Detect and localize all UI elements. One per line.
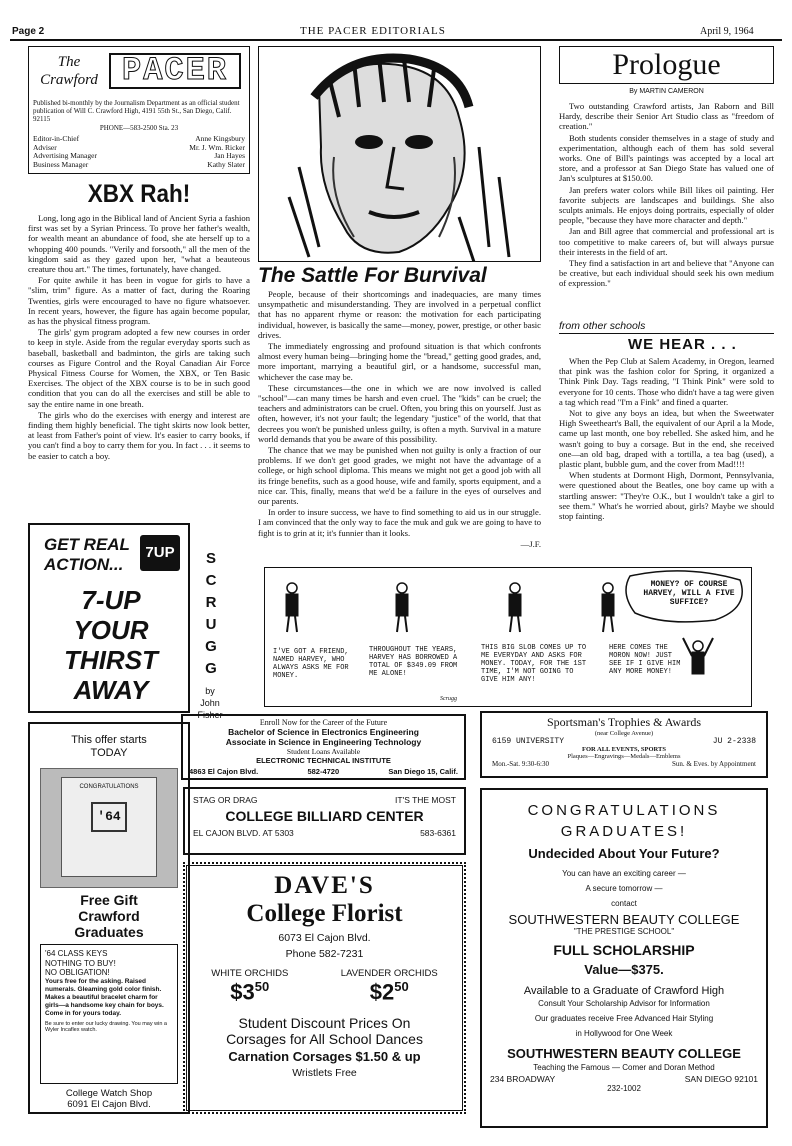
beauty-hollywood: in Hollywood for One Week (575, 1029, 673, 1038)
florist-s4: Wristlets Free (292, 1067, 357, 1080)
watch-free1: Free Gift (80, 892, 138, 908)
scrugg-letter: G (205, 660, 217, 677)
beauty-phone: 232-1002 (607, 1084, 641, 1093)
7up-ad (28, 523, 190, 713)
beauty-contact: contact (611, 899, 637, 908)
issue-date: April 9, 1964 (700, 26, 754, 37)
prologue-headline: Prologue (612, 48, 721, 81)
florist-title2: College Florist (246, 900, 403, 927)
beauty-value: Value—$375. (584, 962, 664, 977)
paragraph: For quite awhile it has been in vogue for girls to have a "slim, trim" figure. As a matter of fact, during the Roaring Twenties, girls were encouraged to have no figure whatsoever. In recent years, however, the figure has again become popular, as has the physical fitness program. (28, 275, 250, 327)
comic-balloon: MONEY? OF COURSE HARVEY, WILL A FIVE SUFFICE? (643, 580, 735, 607)
trophies-ad (480, 711, 768, 778)
trophies-hours (482, 760, 766, 768)
lavender-cents: 50 (394, 979, 409, 994)
comic-panel-3: THIS BIG SLOB COMES UP TO ME EVERYDAY AND ASKS FOR MONEY. TODAY, FOR THE 1ST TIME, I'M NOT GOING TO GIVE HIM ANY! (481, 644, 587, 684)
beauty-college-ad (480, 788, 768, 1128)
7up-logo: 7UP (140, 535, 180, 571)
comic-panel-1: I'VE GOT A FRIEND, NAMED HARVEY, WHO ALWAYS ASKS ME FOR MONEY. (273, 648, 349, 680)
florist-s1: Student Discount Prices On (238, 1015, 411, 1032)
staff-row: Business Manager Kathy Slater (33, 159, 245, 169)
scrugg-title (196, 548, 226, 680)
wehear-article (559, 356, 774, 522)
eti-l3: Associate in Science in Engineering Technology (225, 737, 422, 747)
masthead (28, 46, 250, 174)
7up-l2: ACTION... (44, 555, 124, 574)
watch-keys: '64 CLASS KEYS (45, 949, 108, 958)
trophies-sunday: Sun. & Eves. by Appointment (672, 760, 756, 768)
beauty-question: Undecided About Your Future? (528, 846, 720, 861)
billiard-phone: 583-6361 (420, 828, 456, 838)
florist-s3: Carnation Corsages $1.50 & up (228, 1049, 421, 1065)
7up-line1 (44, 535, 130, 575)
paragraph: Two outstanding Crawford artists, Jan Raborn and Bill Hardy, describe their Senior Art Studio class as "freedom of creation." (559, 101, 774, 132)
beauty-full: FULL SCHOLARSHIP (553, 942, 695, 958)
staff-list (33, 135, 245, 169)
paragraph: People, because of their shortcomings and inadequacies, are many times unsympathetic and misunderstanding. They are involved in a perpetual conflict that has no apparent rhyme or reason: the motivation for each participating individual, however, is basically the same—money, power, prestige, or other basic drives. (258, 289, 541, 340)
calendar-keychain-image (40, 768, 178, 888)
paragraph: Jan and Bill agree that commercial and professional art is too competitive to make careers of, but will always pursue their interests in the field of art. (559, 226, 774, 257)
beauty-teach: Teaching the Famous — Comer and Doran Method (533, 1063, 715, 1072)
wehear-headline: WE HEAR . . . (628, 336, 737, 353)
prologue-box (559, 46, 774, 84)
beauty-footer (482, 1072, 766, 1084)
key-tag: '64 (91, 802, 127, 832)
beauty-c1: CONGRATULATIONS (527, 802, 721, 819)
billiard-bottom (185, 824, 464, 838)
comic-signature: Scrugg (440, 696, 457, 702)
beauty-a1: You can have an exciting career — (562, 869, 686, 878)
paragraph: Both students consider themselves in a stage of study and experimentation, although each of them has sold several works. One of Bill's paintings was accepted by a local art store, and a professor at San Diego State has valued one of Jan's sculptures at $150.00. (559, 132, 774, 184)
paragraph: When the Pep Club at Salem Academy, in Oregon, learned that pink was the fashion color for Spring, it organized a Think Pink Day. Tags reading, "I Think Pink" were sold to everyone for 10 cents. Those who didn't have a tag were given a tag which read "I'm a Fink" and fined a quarter. (559, 356, 774, 407)
watch-details-box (40, 944, 178, 1084)
masthead-phone: PHONE—583-2500 Sta. 23 (99, 124, 179, 132)
comic-panel-2: THROUGHOUT THE YEARS, HARVEY HAS BORROWED A TOTAL OF $349.09 FROM ME ALONE! (369, 646, 458, 678)
7up-slogan (36, 585, 186, 705)
wehear-kicker: from other schools (559, 320, 646, 332)
beauty-consult: Consult Your Scholarship Advisor for Information (538, 999, 710, 1008)
white-cents: 50 (254, 979, 270, 994)
eti-l4: Student Loans Available (286, 747, 361, 756)
eti-address: 4863 El Cajon Blvd. (189, 767, 259, 776)
watch-offer-l1: This offer starts (71, 734, 147, 746)
beauty-city: SAN DIEGO 92101 (684, 1074, 758, 1084)
florist-s2: Corsages for All School Dances (226, 1031, 423, 1048)
billiard-top (185, 789, 464, 805)
eti-phone: 582-4720 (307, 767, 340, 776)
watch-noob: NO OBLIGATION! (45, 968, 110, 977)
trophies-contact (482, 737, 766, 746)
masthead-the: The (57, 54, 81, 70)
beauty-grads: Our graduates receive Free Advanced Hair Styling (534, 1014, 714, 1023)
florist-phone: Phone 582-7231 (285, 948, 364, 960)
white-price: $3 (230, 979, 255, 1005)
beauty-prestige: "THE PRESTIGE SCHOOL" (573, 927, 675, 936)
trophies-l2: Plaques—Engravings—Medals—Emblems (567, 753, 681, 760)
billiard-stag: STAG OR DRAG (193, 795, 258, 805)
trophies-phone: JU 2-2338 (712, 737, 756, 746)
calendar-caption: CONGRATULATIONS (79, 784, 139, 790)
scrugg-letter: R (205, 594, 217, 611)
white-label: WHITE ORCHIDS (211, 968, 289, 979)
watch-nothing: NOTHING TO BUY! (45, 958, 116, 968)
watch-free-gift (30, 892, 188, 940)
comic-strip (264, 567, 752, 707)
florist-ad (183, 862, 466, 1114)
xbx-article (28, 213, 250, 462)
watch-shop-ad (28, 722, 190, 1114)
masthead-crawford: Crawford (40, 72, 98, 88)
xbx-headline: XBX Rah! (87, 180, 191, 208)
trophies-weekday: Mon.-Sat. 9:30-6:30 (492, 760, 549, 768)
paragraph: In order to insure success, we have to find something to aid us in our struggle. I am convinced that the only way to face the muk and guk we are going to have to fight is to grin at it; it's funnier than it looks. (258, 507, 541, 538)
scrugg-by: by (205, 686, 215, 696)
staff-row: Editor-in-Chief Anne Kingsbury (33, 134, 245, 143)
trophies-title: Sportsman's Trophies & Awards (546, 715, 702, 729)
watch-address: 6091 El Cajon Blvd. (67, 1099, 151, 1110)
scrugg-letter: G (205, 638, 217, 655)
billiard-title: COLLEGE BILLIARD CENTER (225, 808, 424, 824)
billiard-ad (183, 787, 466, 855)
eti-ad (181, 714, 466, 780)
eti-city: San Diego 15, Calif. (388, 767, 458, 776)
watch-offer-l2: TODAY (90, 747, 128, 759)
7up-l4: YOUR (73, 615, 149, 645)
lavender-price: $2 (369, 979, 395, 1005)
watch-shop-name (30, 1088, 188, 1110)
eti-l5: ELECTRONIC TECHNICAL INSTITUTE (256, 756, 391, 765)
lavender-label: LAVENDER ORCHIDS (340, 968, 438, 979)
watch-fine-print: Be sure to enter our lucky drawing. You may win a Wyler Incaflex watch. (45, 1020, 167, 1033)
lavender-orchids (341, 968, 438, 1005)
florist-title1: DAVE'S (274, 872, 375, 899)
scrugg-letter: C (205, 572, 217, 589)
watch-free2: Crawford (78, 908, 140, 924)
prologue-article (559, 101, 774, 290)
masthead-published: Published bi-monthly by the Journalism Department as an official student publication of Will C. Crawford High, 4191 55th St., San Diego, Calif. 92115 (33, 99, 240, 123)
billiard-most: IT'S THE MOST (395, 795, 456, 805)
beauty-address: 234 BROADWAY (490, 1074, 556, 1084)
sattle-headline: The Sattle For Burvival (258, 264, 487, 287)
eti-l2: Bachelor of Science in Electronics Engineering (228, 727, 419, 737)
paragraph: Jan prefers water colors while Bill likes oil painting. Her favorite subjects are landscapes and buildings. She also sculpts animals. He enjoys doing portraits, especially of older people, "because they have more character and depth." (559, 184, 774, 226)
watch-offer (30, 734, 188, 760)
paragraph: The chance that we may be punished when not guilty is only a fraction of our problems. If we don't get good grades, we might not have the advantage of a college, or high school diploma. This means we might not get a good job with all its fringe benefits, such as a good house, wife and family, sports equipment, and a nice car. This, finally, means that we'd be a failure in the eyes of ourselves and our parents. (258, 445, 541, 507)
white-orchids (211, 968, 288, 1005)
calendar-card (61, 777, 157, 877)
paragraph: The immediately engrossing and profound situation is that which confronts almost every human being—bringing home the "bread," getting good grades, and, more important, marrying a beautiful girl, or a handsome, successful man, whichever the case may be. (258, 341, 541, 382)
beauty-c2: GRADUATES! (560, 823, 688, 840)
comic-panel-4: HERE COMES THE MORON NOW! JUST SEE IF I GIVE HIM ANY MORE MONEY! (609, 644, 681, 676)
prologue-byline: By MARTIN CAMERON (629, 88, 704, 95)
7up-l6: AWAY (73, 675, 149, 705)
beauty-name2: SOUTHWESTERN BEAUTY COLLEGE (507, 1046, 741, 1061)
scrugg-author: John (200, 698, 220, 708)
billiard-address: EL CAJON BLVD. AT 5303 (193, 828, 294, 838)
sattle-article (258, 289, 541, 549)
sattle-signature: —J.F. (520, 538, 541, 549)
section-title: THE PACER EDITORIALS (300, 25, 446, 37)
scrugg-letter: S (205, 550, 216, 567)
florist-address: 6073 El Cajon Blvd. (278, 932, 371, 944)
pacer-logo: PACER (109, 53, 241, 89)
scrugg-author: Fisher (197, 710, 223, 720)
watch-free3: Graduates (74, 924, 144, 940)
paragraph: The girls who do the exercises with energy and interest are finding them highly beneficial. The tight skirts now look better, at least from Father's point of view. It's easier to carry books, if you can't find a boy to carry them for you. In fact . . . it seems to be easier to catch a boy. (28, 409, 250, 461)
7up-l5: THIRST (64, 645, 158, 675)
staff-row: Adviser Mr. J. Wm. Ricker (33, 142, 245, 152)
7up-l3: 7-UP (81, 585, 141, 615)
paragraph: These circumstances—the one in which we are now involved is called "school"—can many times be harsh and even cruel. The "kids" can be cruel; the teachers and administrators can be cruel. Often, you bring this on yourself. Just as often, however, it's not your fault; the legendary "justice" of the world, that that decrees you won't be punished unless guilty, is often a myth. Survival in a mature world demands that you be aware of this possibility. (258, 382, 541, 444)
staff-row: Advertising Manager Jan Hayes (33, 151, 245, 160)
scrugg-letter: U (205, 616, 217, 633)
paragraph: When students at Dormont High, Dormont, Pennsylvania, were questioned about the Beatles, one boy came up with a startling answer: "They're O.K., but I wouldn't take a girl to see them." What's he worried about, girls? Maybe we should stop fainting. (559, 470, 774, 522)
beauty-name: SOUTHWESTERN BEAUTY COLLEGE (508, 912, 740, 927)
beauty-a2: A secure tomorrow — (585, 884, 663, 893)
paragraph: They find a satisfaction in art and believe that "Anyone can be creative, but each individual should seek his own medium of expression." (559, 258, 774, 289)
7up-l1: GET REAL (44, 535, 130, 554)
portrait-illustration (258, 46, 541, 262)
paragraph: Not to give any boys an idea, but when the Sweetwater High Sweetheart's Ball, the equivalent of our April a la Mode, came up last month, one boy rebelled. She asked him, and he wasn't going to buy a corsage. But in the end, she received one—an old bag, draped with a tortilla, a tea bag (used), a plastic plant, bubble gum, and the cover from Mad!!!! (559, 408, 774, 470)
paragraph: Long, long ago in the Biblical land of Ancient Syria a fashion first was set by a Syrian Princess. To prove her father's wealth, for wealth meant an abundance of food, she ate herself up to a whopping 400 pounds. "Verily and forsooth," all the men of the kingdom said as they gazed upon her, "what a beauteous creature thou art." The times, fortunately, have changed. (28, 213, 250, 275)
trophies-address: 6159 UNIVERSITY (492, 737, 565, 746)
trophies-l1: FOR ALL EVENTS, SPORTS (582, 746, 666, 753)
paragraph: The girls' gym program adopted a few new courses in order to keep in style. Aside from the regular everyday sports such as baseball, basketball and badminton, the girls are taking such courses as Figure Control and the Royal Canadian Air Force Physical Fitness Course for Women, the XBX, or Ten Basic Exercises. The object of the XBX course is to be in such good condition that you can do all the exercises and still be able to say the entire name in one breath. (28, 327, 250, 409)
eti-l1: Enroll Now for the Career of the Future (259, 718, 388, 727)
watch-desc: Yours free for the asking. Raised numerals. Gleaming gold color finish. Makes a beautiful bracelet charm for girls—a handsome key chain for boys. Come in for yours today. (45, 977, 164, 1017)
trophies-near: (near College Avenue) (594, 730, 654, 737)
beauty-avail: Available to a Graduate of Crawford High (523, 985, 725, 997)
eti-footer (183, 765, 464, 778)
page-number: Page 2 (12, 26, 45, 37)
florist-orchids (185, 968, 464, 1005)
watch-shop: College Watch Shop (65, 1088, 153, 1099)
